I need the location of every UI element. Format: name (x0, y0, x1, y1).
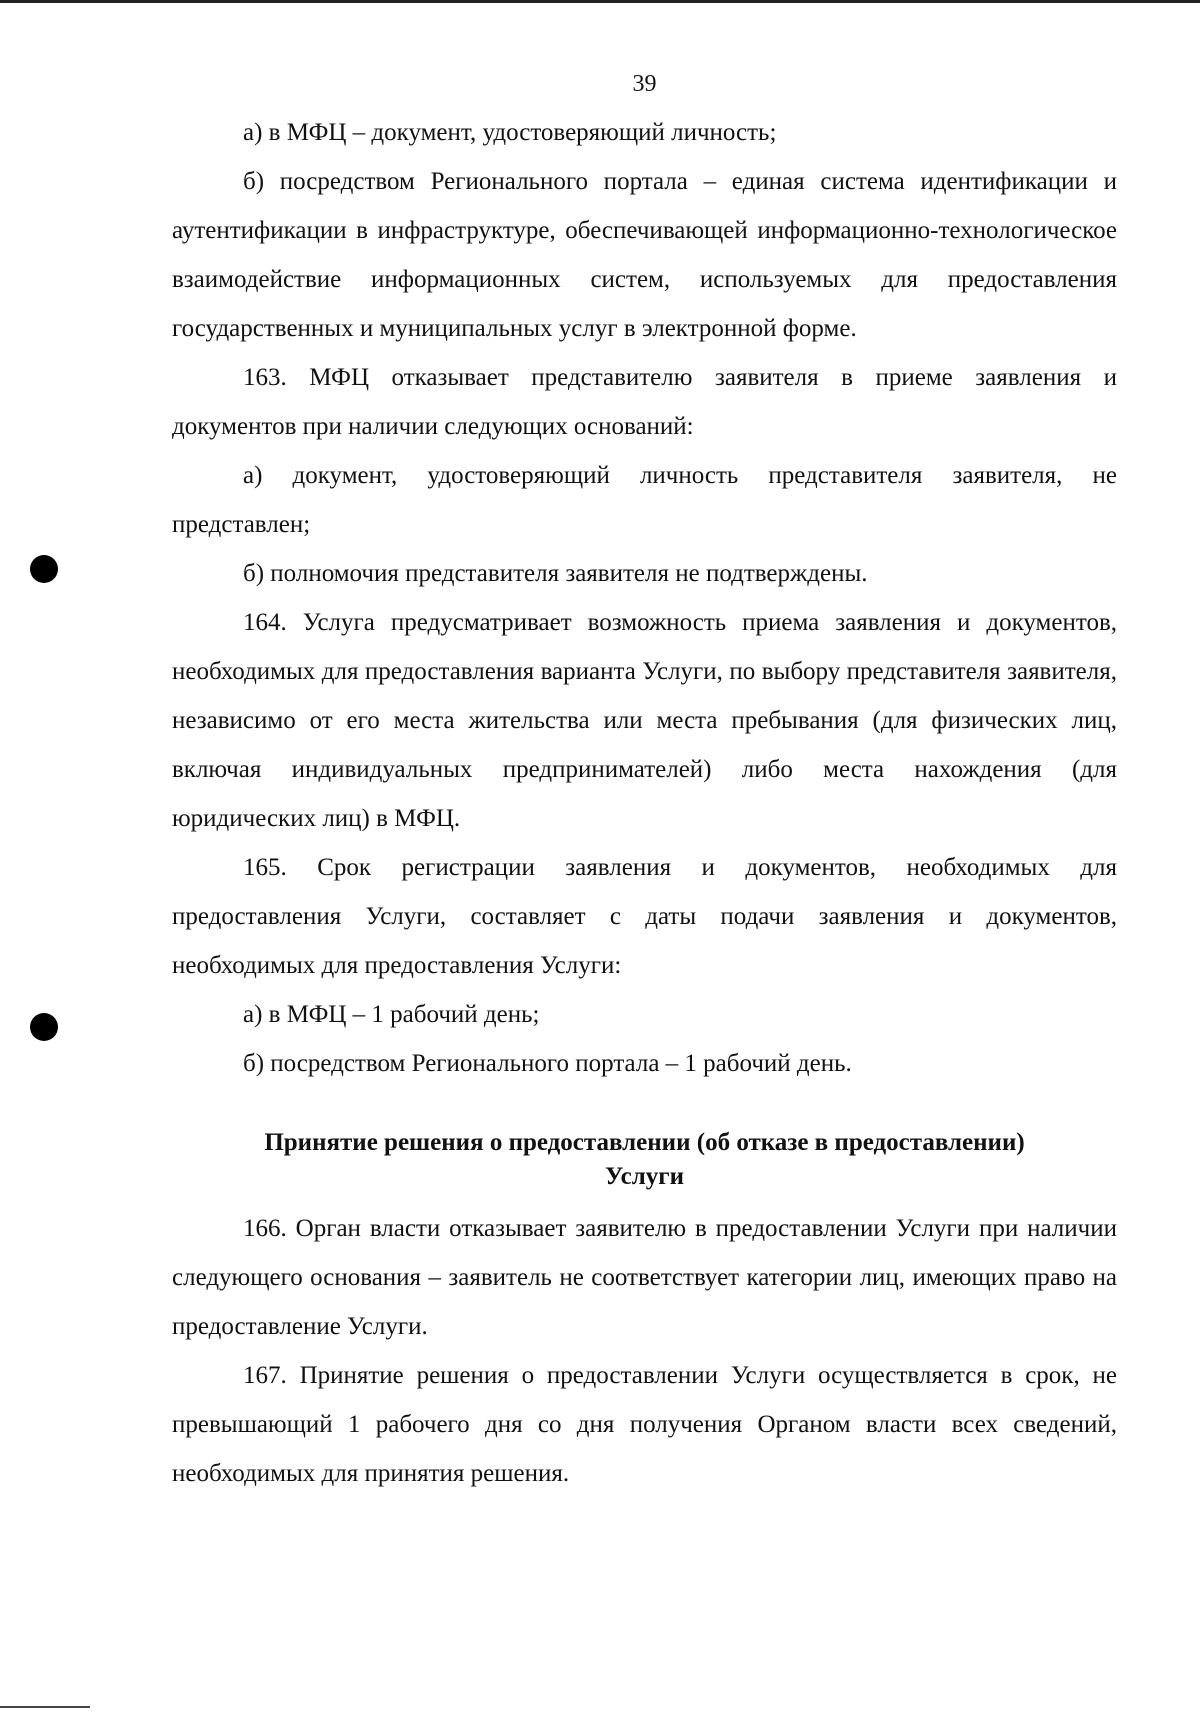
punch-hole-lower (30, 1013, 58, 1041)
paragraph-b-regional-portal-esia: б) посредством Регионального портала – единая система идентификации и аутентификации в инфраструктуре, обеспечивающей информационно-технологическое взаимодействие информационных систем, используемых для предоставления государственных и муниципальных услуг в электронной форме. (172, 168, 1117, 342)
section-heading-line-2: Услуги (604, 1163, 685, 1190)
paragraph-164: 164. Услуга предусматривает возможность приема заявления и документов, необходимых для предоставления варианта Услуги, по выбору представителя заявителя, независимо от его места жительства или места пребывания (для физических лиц, включая индивидуальных предпринимателей) либо места нахождения (для юридических лиц) в МФЦ. (172, 609, 1117, 832)
paragraph-165: 165. Срок регистрации заявления и документов, необходимых для предоставления Услуги, составляет с даты подачи заявления и документов, необходимых для предоставления Услуги: (172, 854, 1117, 979)
page-number: 39 (632, 71, 657, 97)
paragraph-163: 163. МФЦ отказывает представителю заявителя в приеме заявления и документов при наличии следующих оснований: (172, 364, 1117, 440)
scan-top-edge (0, 0, 1200, 3)
punch-hole-upper (30, 555, 58, 583)
paragraph-167: 167. Принятие решения о предоставлении Услуги осуществляется в срок, не превышающий 1 рабочего дня со дня получения Органом власти всех сведений, необходимых для принятия решения. (172, 1362, 1117, 1487)
section-heading (172, 1126, 1117, 1194)
document-page (172, 60, 1117, 1498)
paragraph-a-mfc-identity: а) в МФЦ – документ, удостоверяющий личность; (243, 119, 777, 146)
paragraph-166: 166. Орган власти отказывает заявителю в предоставлении Услуги при наличии следующего основания – заявитель не соответствует категории лиц, имеющих право на предоставление Услуги. (172, 1215, 1117, 1340)
section-heading-line-1: Принятие решения о предоставлении (об отказе в предоставлении) (264, 1129, 1025, 1156)
scan-bottom-edge (0, 1706, 90, 1708)
paragraph-165-a: а) в МФЦ – 1 рабочий день; (243, 1001, 540, 1028)
paragraph-163-a: а) документ, удостоверяющий личность представителя заявителя, не представлен; (172, 462, 1117, 538)
paragraph-165-b: б) посредством Регионального портала – 1 рабочий день. (243, 1050, 852, 1077)
paragraph-163-b: б) полномочия представителя заявителя не подтверждены. (243, 560, 868, 587)
